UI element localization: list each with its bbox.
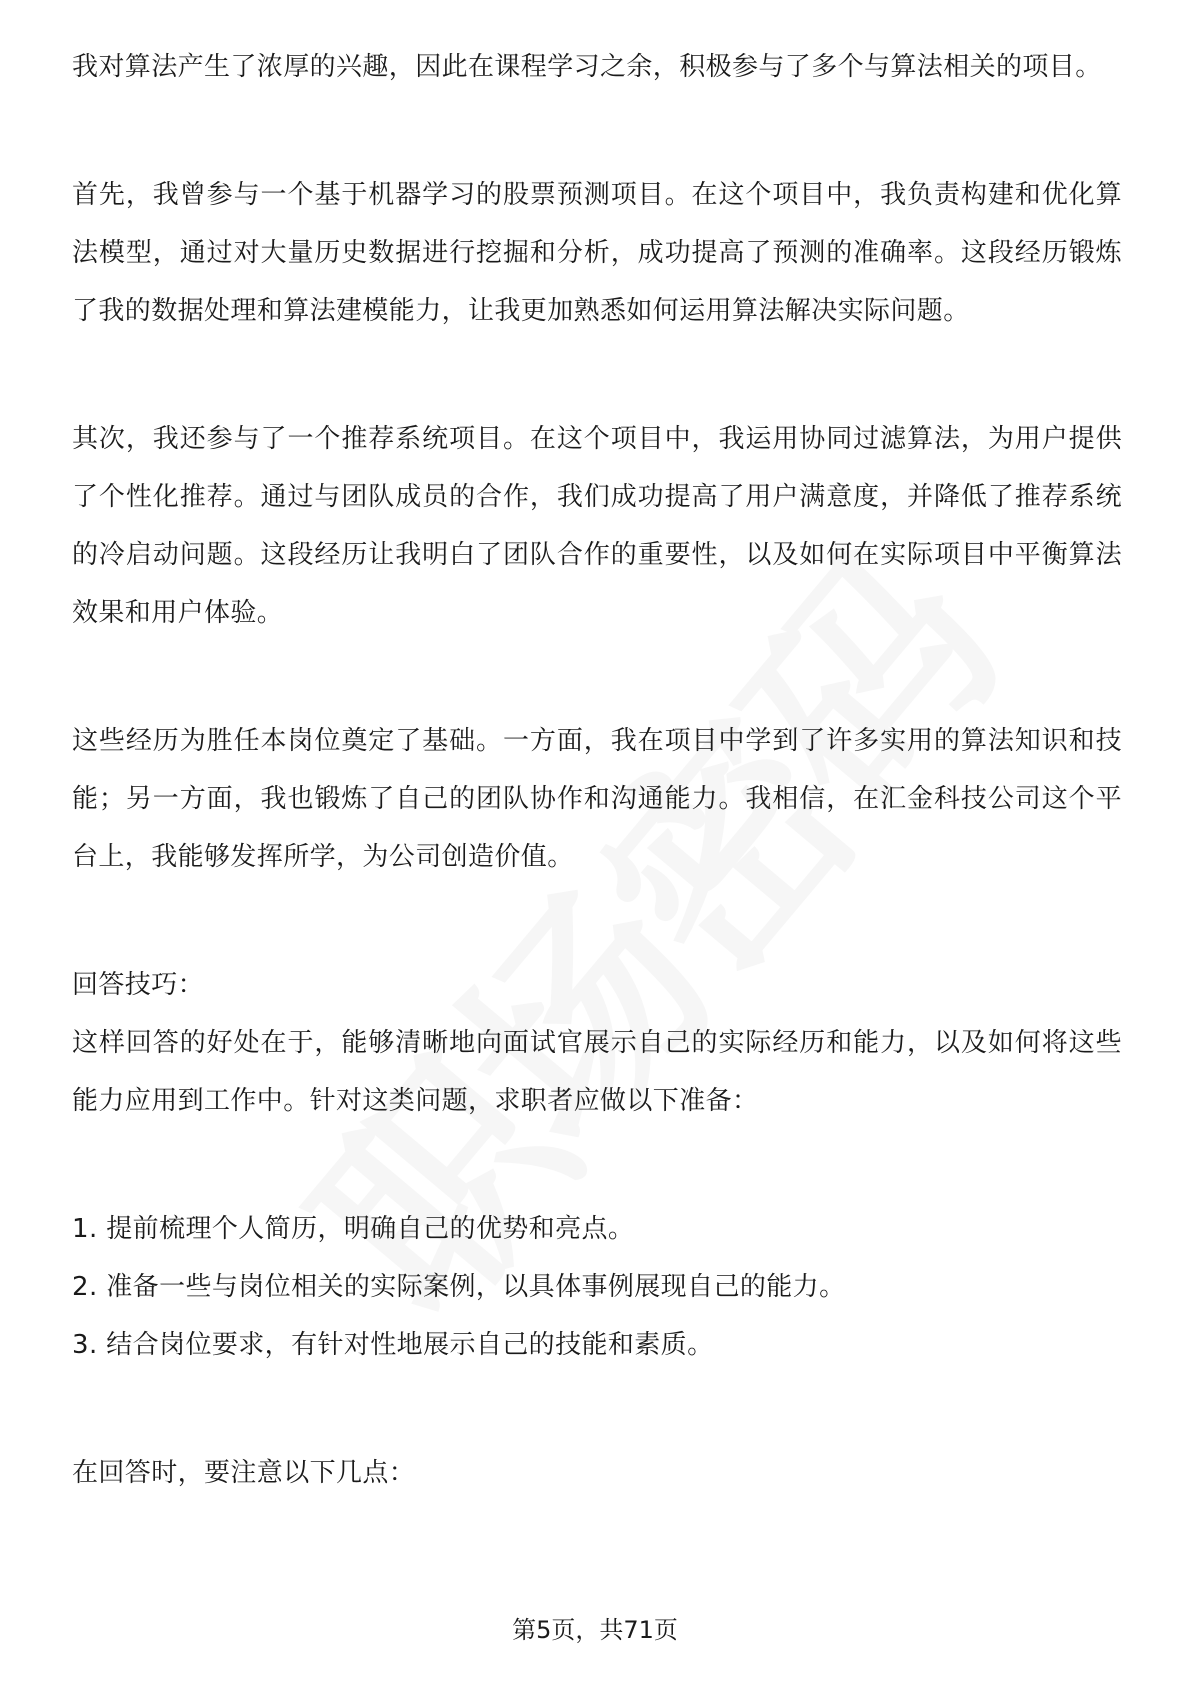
list-item: 2. 准备一些与岗位相关的实际案例，以具体事例展现自己的能力。 <box>72 1272 846 1302</box>
document-body <box>72 38 1122 1502</box>
tips-heading: 回答技巧： <box>72 970 205 1000</box>
paragraph-stock-project: 首先，我曾参与一个基于机器学习的股票预测项目。在这个项目中，我负责构建和优化算法模型，通过对大量历史数据进行挖掘和分析，成功提高了预测的准确率。这段经历锻炼了我的数据处理和算法建模能力，让我更加熟悉如何运用算法解决实际问题。 <box>72 180 1122 326</box>
paragraph-foundation: 这些经历为胜任本岗位奠定了基础。一方面，我在项目中学到了许多实用的算法知识和技能；另一方面，我也锻炼了自己的团队协作和沟通能力。我相信，在汇金科技公司这个平台上，我能够发挥所学，为公司创造价值。 <box>72 726 1122 872</box>
list-item: 1. 提前梳理个人简历，明确自己的优势和亮点。 <box>72 1214 635 1244</box>
page-number: 第5页，共71页 <box>512 1616 678 1644</box>
paragraph-recommendation-project: 其次，我还参与了一个推荐系统项目。在这个项目中，我运用协同过滤算法，为用户提供了个性化推荐。通过与团队成员的合作，我们成功提高了用户满意度，并降低了推荐系统的冷启动问题。这段经历让我明白了团队合作的重要性，以及如何在实际项目中平衡算法效果和用户体验。 <box>72 424 1122 628</box>
list-item: 3. 结合岗位要求，有针对性地展示自己的技能和素质。 <box>72 1330 714 1360</box>
paragraph-attention: 在回答时，要注意以下几点： <box>72 1458 416 1488</box>
paragraph-tips: 这样回答的好处在于，能够清晰地向面试官展示自己的实际经历和能力，以及如何将这些能力应用到工作中。针对这类问题，求职者应做以下准备： <box>72 1028 1122 1116</box>
paragraph-interest: 我对算法产生了浓厚的兴趣，因此在课程学习之余，积极参与了多个与算法相关的项目。 <box>72 52 1102 82</box>
